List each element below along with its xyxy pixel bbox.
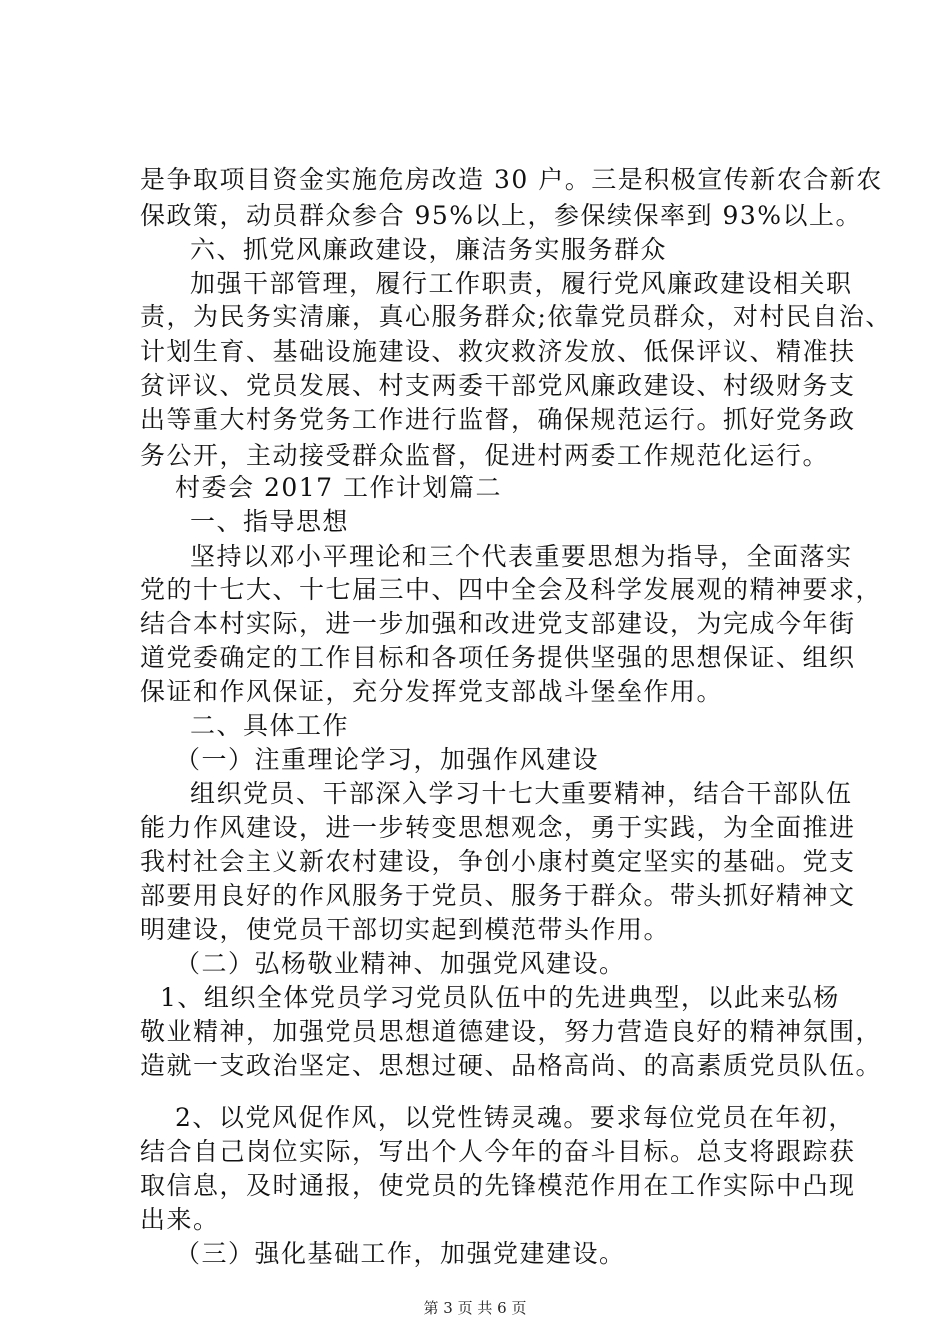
text-line: 能力作风建设，进一步转变思想观念，勇于实践，为全面推进	[140, 813, 856, 842]
text-line: 组织党员、干部深入学习十七大重要精神，结合干部队伍	[190, 779, 853, 808]
text-line: 是争取项目资金实施危房改造 30 户。三是积极宣传新农合新农	[140, 165, 883, 194]
text-line: 我村社会主义新农村建设，争创小康村奠定坚实的基础。党支	[140, 847, 856, 876]
subsection-heading: （三）强化基础工作，加强党建建设。	[175, 1239, 626, 1268]
text-line: 道党委确定的工作目标和各项任务提供坚强的思想保证、组织	[140, 643, 856, 672]
text-line: 出等重大村务党务工作进行监督，确保规范运行。抓好党务政	[140, 405, 856, 434]
section-heading: 六、抓党风廉政建设，廉洁务实服务群众	[190, 235, 668, 264]
text-line: 部要用良好的作风服务于党员、服务于群众。带头抓好精神文	[140, 881, 856, 910]
section-heading: 二、具体工作	[190, 711, 350, 740]
text-line: 造就一支政治坚定、思想过硬、品格高尚、的高素质党员队伍。	[140, 1051, 883, 1080]
text-line: 党的十七大、十七届三中、四中全会及科学发展观的精神要求，	[140, 575, 883, 604]
text-line: 1、组织全体党员学习党员队伍中的先进典型，以此来弘杨	[160, 983, 840, 1012]
text-line: 计划生育、基础设施建设、救灾救济发放、低保评议、精准扶	[140, 337, 856, 366]
text-line: 坚持以邓小平理论和三个代表重要思想为指导，全面落实	[190, 542, 853, 571]
text-line: 取信息，及时通报，使党员的先锋模范作用在工作实际中凸现	[140, 1171, 856, 1200]
page-number-footer: 第 3 页 共 6 页	[423, 1299, 527, 1317]
subsection-heading: （二）弘杨敬业精神、加强党风建设。	[175, 949, 626, 978]
subsection-heading: （一）注重理论学习，加强作风建设	[175, 745, 600, 774]
text-line: 结合自己岗位实际，写出个人今年的奋斗目标。总支将跟踪获	[140, 1137, 856, 1166]
text-line: 保政策，动员群众参合 95%以上，参保续保率到 93%以上。	[140, 201, 863, 230]
text-line: 出来。	[140, 1205, 220, 1234]
text-line: 务公开，主动接受群众监督，促进村两委工作规范化运行。	[140, 441, 830, 470]
text-line: 贫评议、党员发展、村支两委干部党风廉政建设、村级财务支	[140, 371, 856, 400]
text-line: 2、以党风促作风，以党性铸灵魂。要求每位党员在年初，	[175, 1103, 855, 1132]
text-line: 保证和作风保证，充分发挥党支部战斗堡垒作用。	[140, 677, 724, 706]
text-line: 结合本村实际，进一步加强和改进党支部建设，为完成今年街	[140, 609, 856, 638]
text-line: 敬业精神，加强党员思想道德建设，努力营造良好的精神氛围，	[140, 1017, 883, 1046]
text-line: 明建设，使党员干部切实起到模范带头作用。	[140, 915, 671, 944]
text-line: 责，为民务实清廉，真心服务群众;依靠党员群众，对村民自治、	[140, 302, 892, 331]
section-heading: 村委会 2017 工作计划篇二	[175, 473, 503, 502]
text-line: 加强干部管理，履行工作职责，履行党风廉政建设相关职	[190, 269, 853, 298]
section-heading: 一、指导思想	[190, 507, 350, 536]
